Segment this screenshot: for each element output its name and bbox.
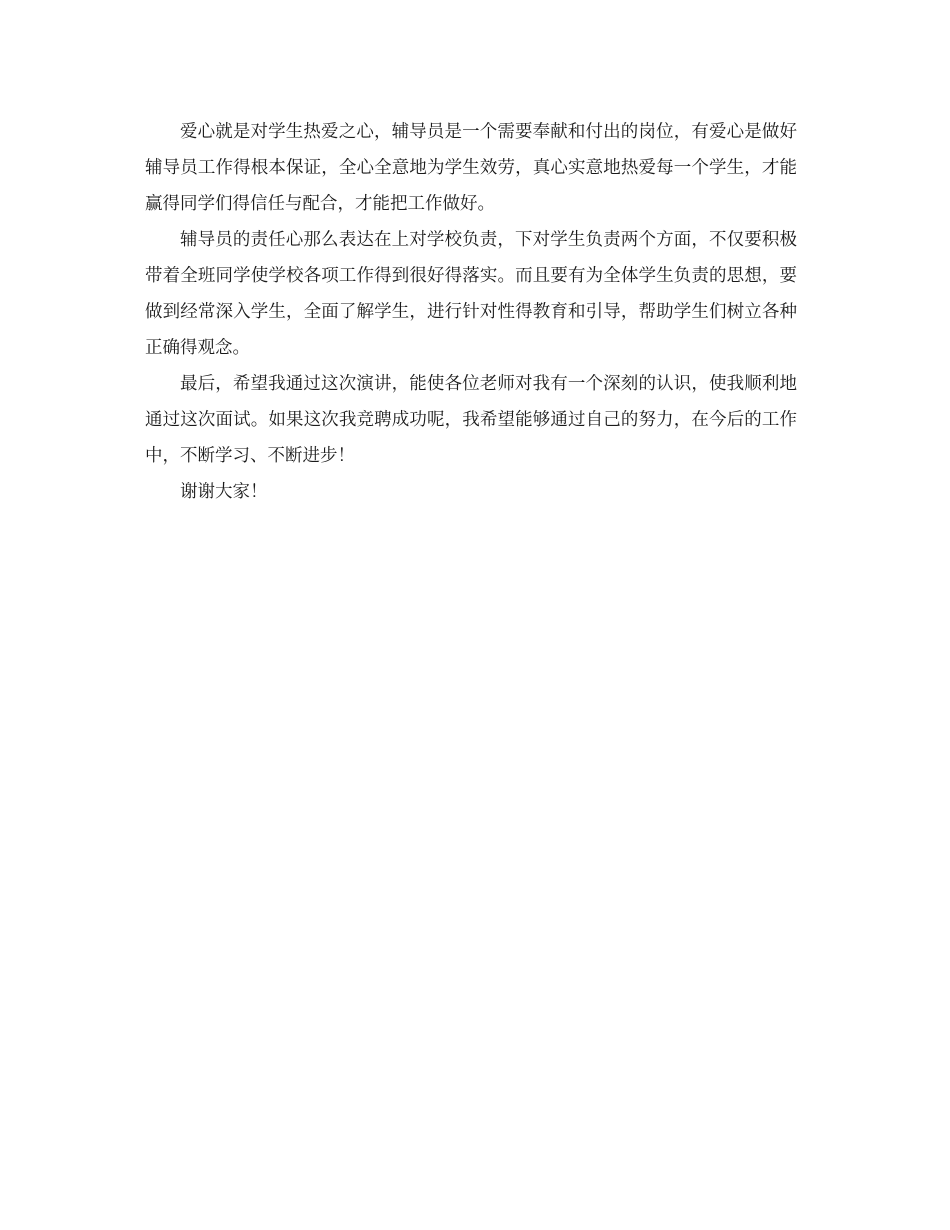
paragraph-responsibility: 辅导员的责任心那么表达在上对学校负责，下对学生负责两个方面，不仅要积极带着全班同学使学校各项工作得到很好得落实。而且要有为全体学生负责的思想，要做到经常深入学生，全面了解学生，进行针对性得教育和引导，帮助学生们树立各种正确得观念。 (145, 230, 797, 358)
paragraph-love: 爱心就是对学生热爱之心，辅导员是一个需要奉献和付出的岗位，有爱心是做好辅导员工作得根本保证，全心全意地为学生效劳，真心实意地热爱每一个学生，才能赢得同学们得信任与配合，才能把工作做好。 (145, 122, 797, 214)
paragraph-thanks: 谢谢大家！ (180, 482, 268, 502)
paragraph-conclusion: 最后，希望我通过这次演讲，能使各位老师对我有一个深刻的认识，使我顺利地通过这次面试。如果这次我竞聘成功呢，我希望能够通过自己的努力，在今后的工作中，不断学习、不断进步！ (145, 374, 797, 466)
document-body (145, 114, 797, 510)
